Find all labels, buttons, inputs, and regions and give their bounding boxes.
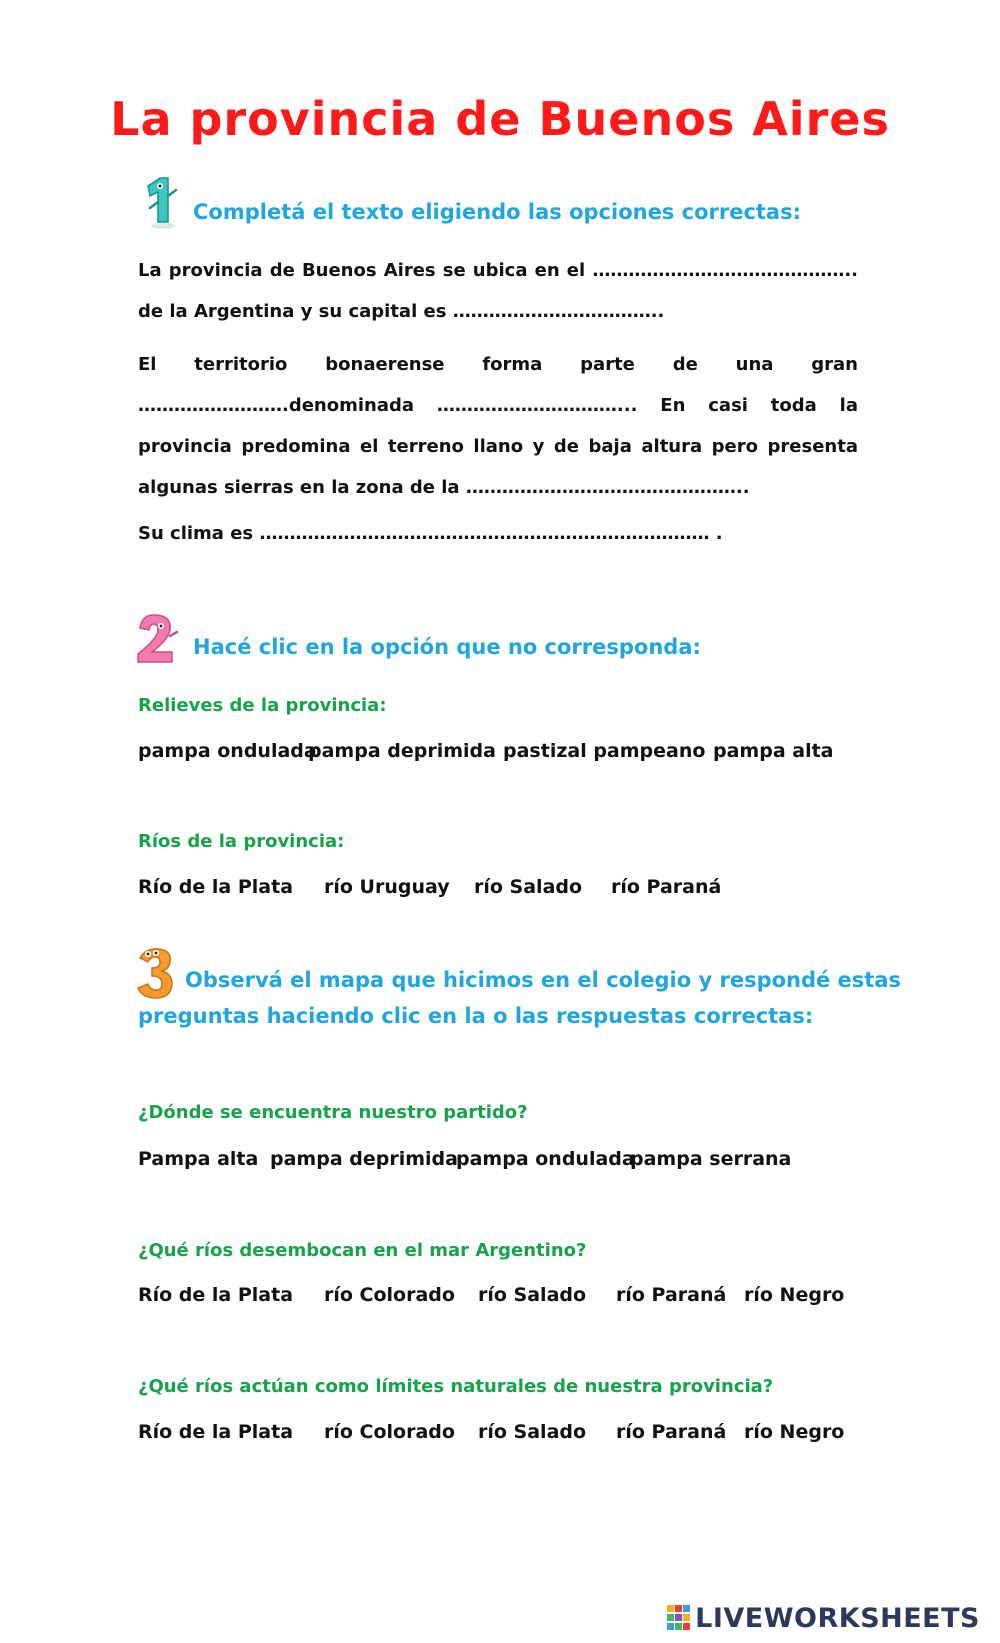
blank-region-field[interactable]: …………………………………….. [592, 260, 858, 281]
section-3-heading-line-2: preguntas haciendo clic en la o las respuestas correctas: [138, 1004, 814, 1028]
number-three-icon [134, 946, 180, 1006]
option-rio-parana[interactable]: río Paraná [611, 876, 722, 898]
option-pampa-ondulada[interactable]: pampa ondulada [138, 740, 317, 762]
option-rio-parana[interactable]: río Paraná [616, 1284, 727, 1306]
option-rio-negro[interactable]: río Negro [744, 1421, 845, 1443]
option-rio-negro[interactable]: río Negro [744, 1284, 845, 1306]
text-segment: . [742, 477, 750, 498]
blank-name-field[interactable]: ………………………….. [436, 395, 631, 416]
question-relieves: Relieves de la provincia: [138, 695, 387, 716]
option-rio-salado[interactable]: río Salado [478, 1421, 587, 1443]
option-rio-uruguay[interactable]: río Uruguay [324, 876, 450, 898]
option-pampa-deprimida[interactable]: pampa deprimida [308, 740, 496, 762]
blank-capital-field[interactable]: …………………………….. [452, 301, 665, 322]
text-segment: . [715, 523, 723, 544]
section-3-heading-line-1: Observá el mapa que hicimos en el colegio y respondé estas [185, 968, 902, 992]
brand-name: LIVEWORKSHEETS [695, 1602, 980, 1634]
text-segment: . En casi toda la provincia predomina el terreno llano y de baja altura pero presenta algunas sierras en la zona de la [138, 395, 858, 498]
option-pastizal-pampeano[interactable]: pastizal pampeano [503, 740, 706, 762]
section-2-heading: Hacé clic en la opción que no corresponda: [193, 635, 701, 659]
option-rio-de-la-plata[interactable]: Río de la Plata [138, 1284, 294, 1306]
paragraph-territory [138, 344, 858, 508]
option-rio-parana[interactable]: río Paraná [616, 1421, 727, 1443]
option-rio-de-la-plata[interactable]: Río de la Plata [138, 876, 294, 898]
text-segment: denominada [288, 395, 415, 416]
text-segment: de la Argentina y su capital es [138, 301, 447, 322]
option-rio-salado[interactable]: río Salado [474, 876, 583, 898]
page-title: La provincia de Buenos Aires [110, 92, 890, 146]
option-rio-colorado[interactable]: río Colorado [324, 1421, 455, 1443]
question-desembocan: ¿Qué ríos desembocan en el mar Argentino? [138, 1240, 587, 1261]
text-segment: Su clima es [138, 523, 254, 544]
liveworksheets-logo-icon [667, 1605, 691, 1631]
number-two-icon [134, 612, 180, 672]
question-partido: ¿Dónde se encuentra nuestro partido? [138, 1102, 528, 1123]
option-pampa-alta[interactable]: pampa alta [713, 740, 834, 762]
option-pampa-ondulada[interactable]: pampa ondulada [456, 1148, 635, 1170]
blank-plain-field[interactable]: ……………………. [138, 395, 289, 416]
option-rio-salado[interactable]: río Salado [478, 1284, 587, 1306]
section-1-heading: Completá el texto eligiendo las opciones correctas: [193, 200, 802, 224]
option-rio-colorado[interactable]: río Colorado [324, 1284, 455, 1306]
liveworksheets-logo [667, 1600, 980, 1636]
option-rio-de-la-plata[interactable]: Río de la Plata [138, 1421, 294, 1443]
blank-zone-field[interactable]: ………………………………………. [465, 477, 743, 498]
paragraph-climate [138, 523, 723, 544]
text-segment: La provincia de Buenos Aires se ubica en el [138, 260, 586, 281]
option-pampa-serrana[interactable]: pampa serrana [630, 1148, 792, 1170]
question-rios: Ríos de la provincia: [138, 831, 345, 852]
paragraph-location [138, 250, 858, 332]
option-pampa-deprimida[interactable]: pampa deprimida [270, 1148, 458, 1170]
text-segment: El territorio bonaerense forma parte de una gran [138, 354, 858, 375]
number-one-icon [134, 172, 180, 232]
option-pampa-alta[interactable]: Pampa alta [138, 1148, 259, 1170]
question-limites: ¿Qué ríos actúan como límites naturales de nuestra provincia? [138, 1376, 774, 1397]
blank-climate-field[interactable]: ………………………………………………………………… [259, 523, 716, 544]
